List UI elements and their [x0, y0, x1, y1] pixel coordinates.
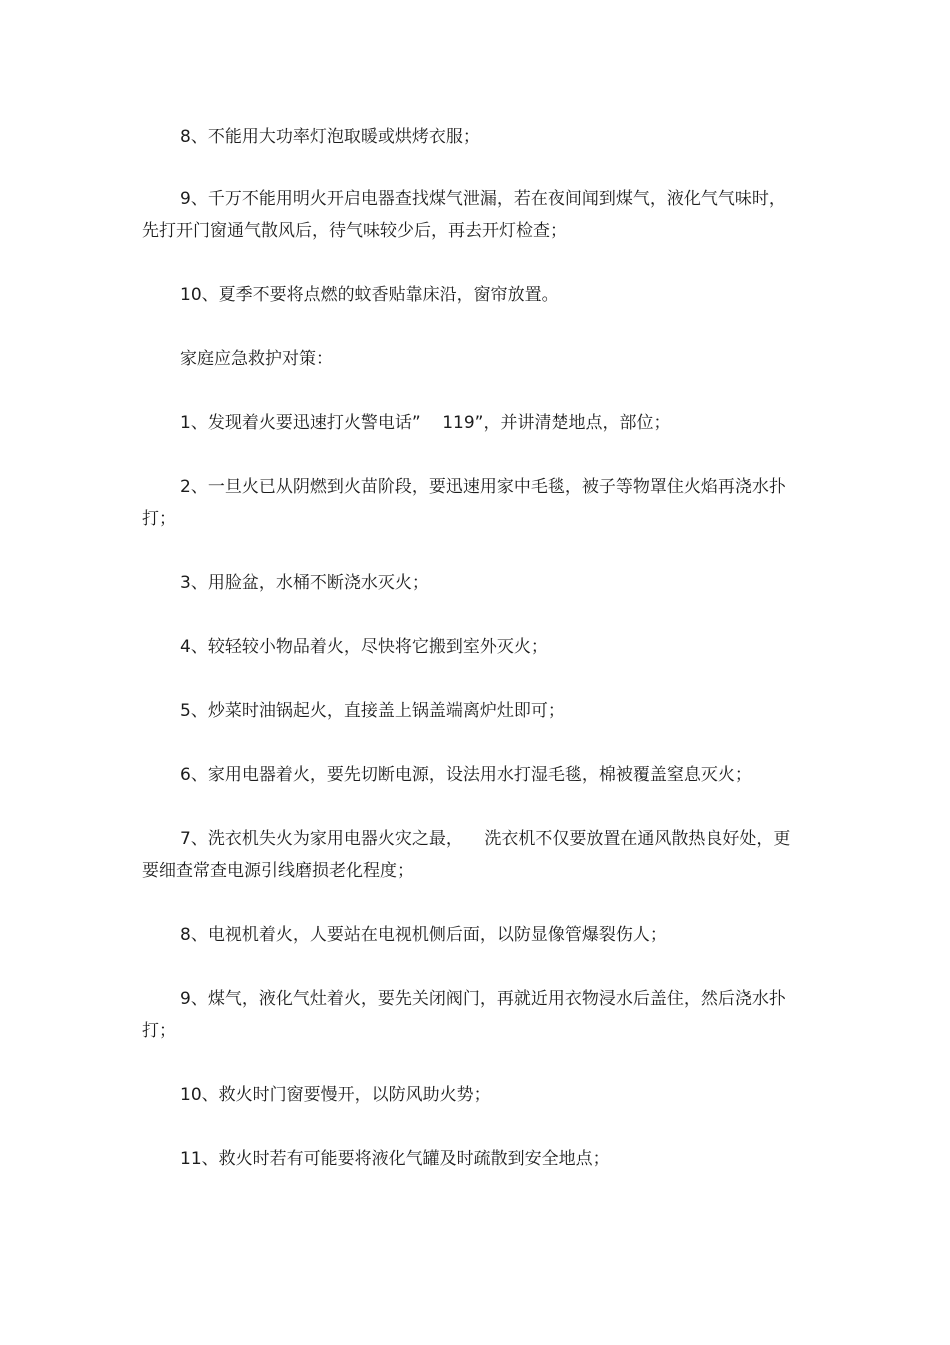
paragraph-emergency-4: 4、较轻较小物品着火，尽快将它搬到室外灭火； [180, 637, 548, 657]
paragraph-item-9-gas-leak: 9、千万不能用明火开启电器查找煤气泄漏，若在夜间闻到煤气，液化气气味时，先打开门窗通气散风后，待气味较少后，再去开灯检查； [142, 189, 786, 241]
paragraph-emergency-11: 11、救火时若有可能要将液化气罐及时疏散到安全地点； [180, 1149, 610, 1169]
paragraph-emergency-2: 2、一旦火已从阴燃到火苗阶段，要迅速用家中毛毯，被子等物罩住火焰再浇水扑打； [142, 477, 786, 529]
section-heading: 家庭应急救护对策： [180, 349, 333, 369]
paragraph-emergency-3: 3、用脸盆，水桶不断浇水灭火； [180, 573, 429, 593]
paragraph-emergency-9: 9、煤气，液化气灶着火，要先关闭阀门，再就近用衣物浸水后盖住，然后浇水扑打； [142, 989, 786, 1041]
paragraph-emergency-5: 5、炒菜时油锅起火，直接盖上锅盖端离炉灶即可； [180, 701, 565, 721]
paragraph-emergency-10: 10、救火时门窗要慢开，以防风助火势； [180, 1085, 491, 1105]
paragraph-emergency-6: 6、家用电器着火，要先切断电源，设法用水打湿毛毯，棉被覆盖窒息灭火； [180, 765, 752, 785]
paragraph-item-10-mosquito-coil: 10、夏季不要将点燃的蚊香贴靠床沿，窗帘放置。 [180, 285, 559, 305]
paragraph-emergency-7: 7、洗衣机失火为家用电器火灾之最， 洗衣机不仅要放置在通风散热良好处，更要细查常查电源引线磨损老化程度； [142, 829, 791, 881]
paragraph-emergency-1: 1、发现着火要迅速打火警电话” 119”，并讲清楚地点，部位； [180, 413, 671, 433]
paragraph-item-8-lamp: 8、不能用大功率灯泡取暖或烘烤衣服； [180, 127, 480, 147]
paragraph-emergency-8: 8、电视机着火，人要站在电视机侧后面，以防显像管爆裂伤人； [180, 925, 667, 945]
